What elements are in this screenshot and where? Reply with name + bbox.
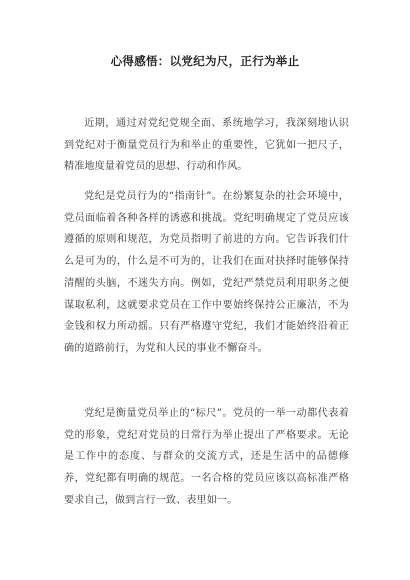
paragraph-intro: 近期，通过对党纪党规全面、系统地学习，我深刻地认识到党纪对于衡量党员行为和举止的重要性，它犹如一把尺子，精准地度量着党员的思想、行动和作风。 xyxy=(64,118,349,173)
document-title: 心得感悟：以党纪为尺，正行为举止 xyxy=(110,54,300,68)
paragraph-ruler: 党纪是衡量党员举止的“标尺”。党员的一举一动都代表着党的形象，党纪对党员的日常行为举止提出了严格要求。无论是工作中的态度、与群众的交流方式，还是生活中的品德修养，党纪都有明确的规范。一名合格的党员应该以高标准严格要求自己，做到言行一致、表里如一。 xyxy=(64,408,349,506)
paragraph-compass: 党纪是党员行为的“指南针”。在纷繁复杂的社会环境中，党员面临着各种各样的诱惑和挑战。党纪明确规定了党员应该遵循的原则和规范，为党员指明了前进的方向。它告诉我们什么是可为的，什么是不可为的，让我们在面对抉择时能够保持清醒的头脑，不迷失方向。例如，党纪严禁党员利用职务之便谋取私利，这就要求党员在工作中要始终保持公正廉洁，不为金钱和权力所动摇。只有严格遵守党纪，我们才能始终沿着正确的道路前行，为党和人民的事业不懈奋斗。 xyxy=(64,191,349,354)
